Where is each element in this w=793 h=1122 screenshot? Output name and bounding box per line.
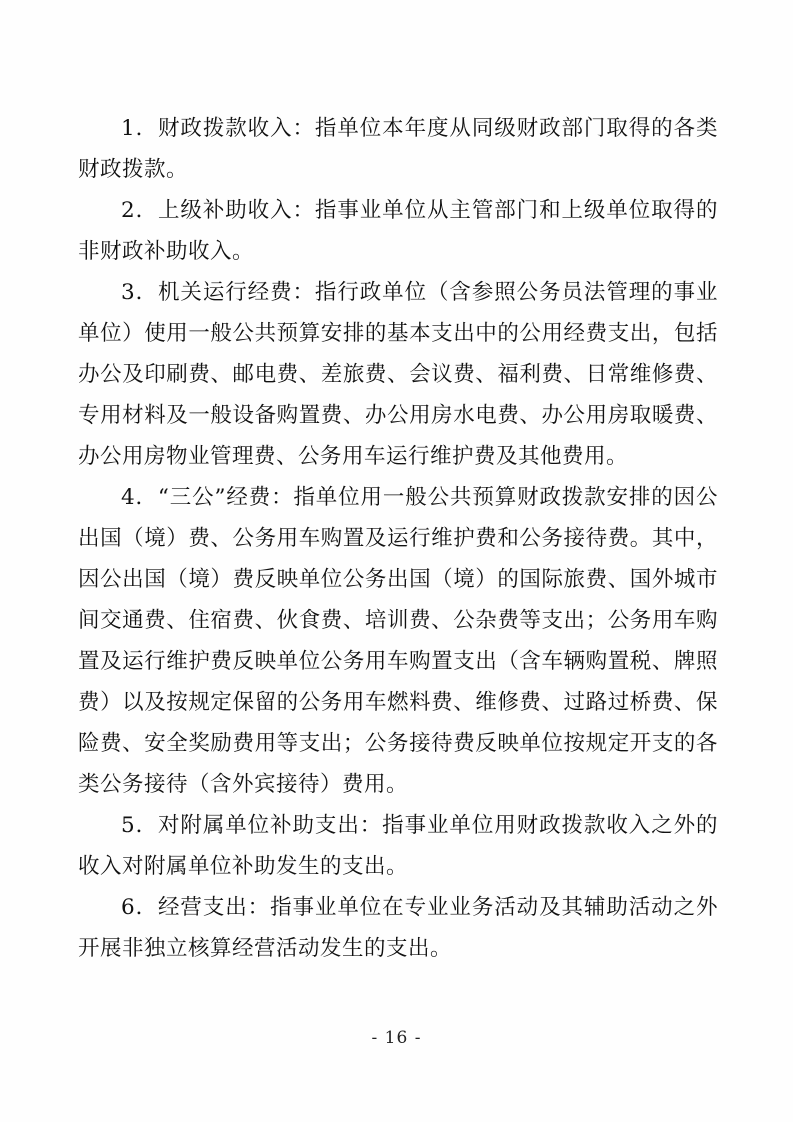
paragraph-3: 3．机关运行经费：指行政单位（含参照公务员法管理的事业单位）使用一般公共预算安排的基本支出中的公用经费支出，包括办公及印刷费、邮电费、差旅费、会议费、福利费、日常维修费、专用材料及一般设备购置费、办公用房水电费、办公用房取暖费、办公用房物业管理费、公务用车运行维护费及其他费用。 xyxy=(78,280,718,469)
paragraph-2: 2．上级补助收入：指事业单位从主管部门和上级单位取得的非财政补助收入。 xyxy=(78,198,718,264)
page-number: - 16 - xyxy=(371,1028,422,1048)
paragraph-6: 6．经营支出：指事业单位在专业业务活动及其辅助活动之外开展非独立核算经营活动发生的支出。 xyxy=(78,895,718,961)
paragraph-1: 1．财政拨款收入：指单位本年度从同级财政部门取得的各类财政拨款。 xyxy=(78,116,718,182)
paragraph-4: 4．“三公”经费：指单位用一般公共预算财政拨款安排的因公出国（境）费、公务用车购置及运行维护费和公务接待费。其中，因公出国（境）费反映单位公务出国（境）的国际旅费、国外城市间交通费、住宿费、伙食费、培训费、公杂费等支出；公务用车购置及运行维护费反映单位公务用车购置支出（含车辆购置税、牌照费）以及按规定保留的公务用车燃料费、维修费、过路过桥费、保险费、安全奖励费用等支出；公务接待费反映单位按规定开支的各类公务接待（含外宾接待）费用。 xyxy=(78,485,718,797)
paragraph-5: 5．对附属单位补助支出：指事业单位用财政拨款收入之外的收入对附属单位补助发生的支出。 xyxy=(78,813,718,879)
document-body xyxy=(78,108,718,969)
